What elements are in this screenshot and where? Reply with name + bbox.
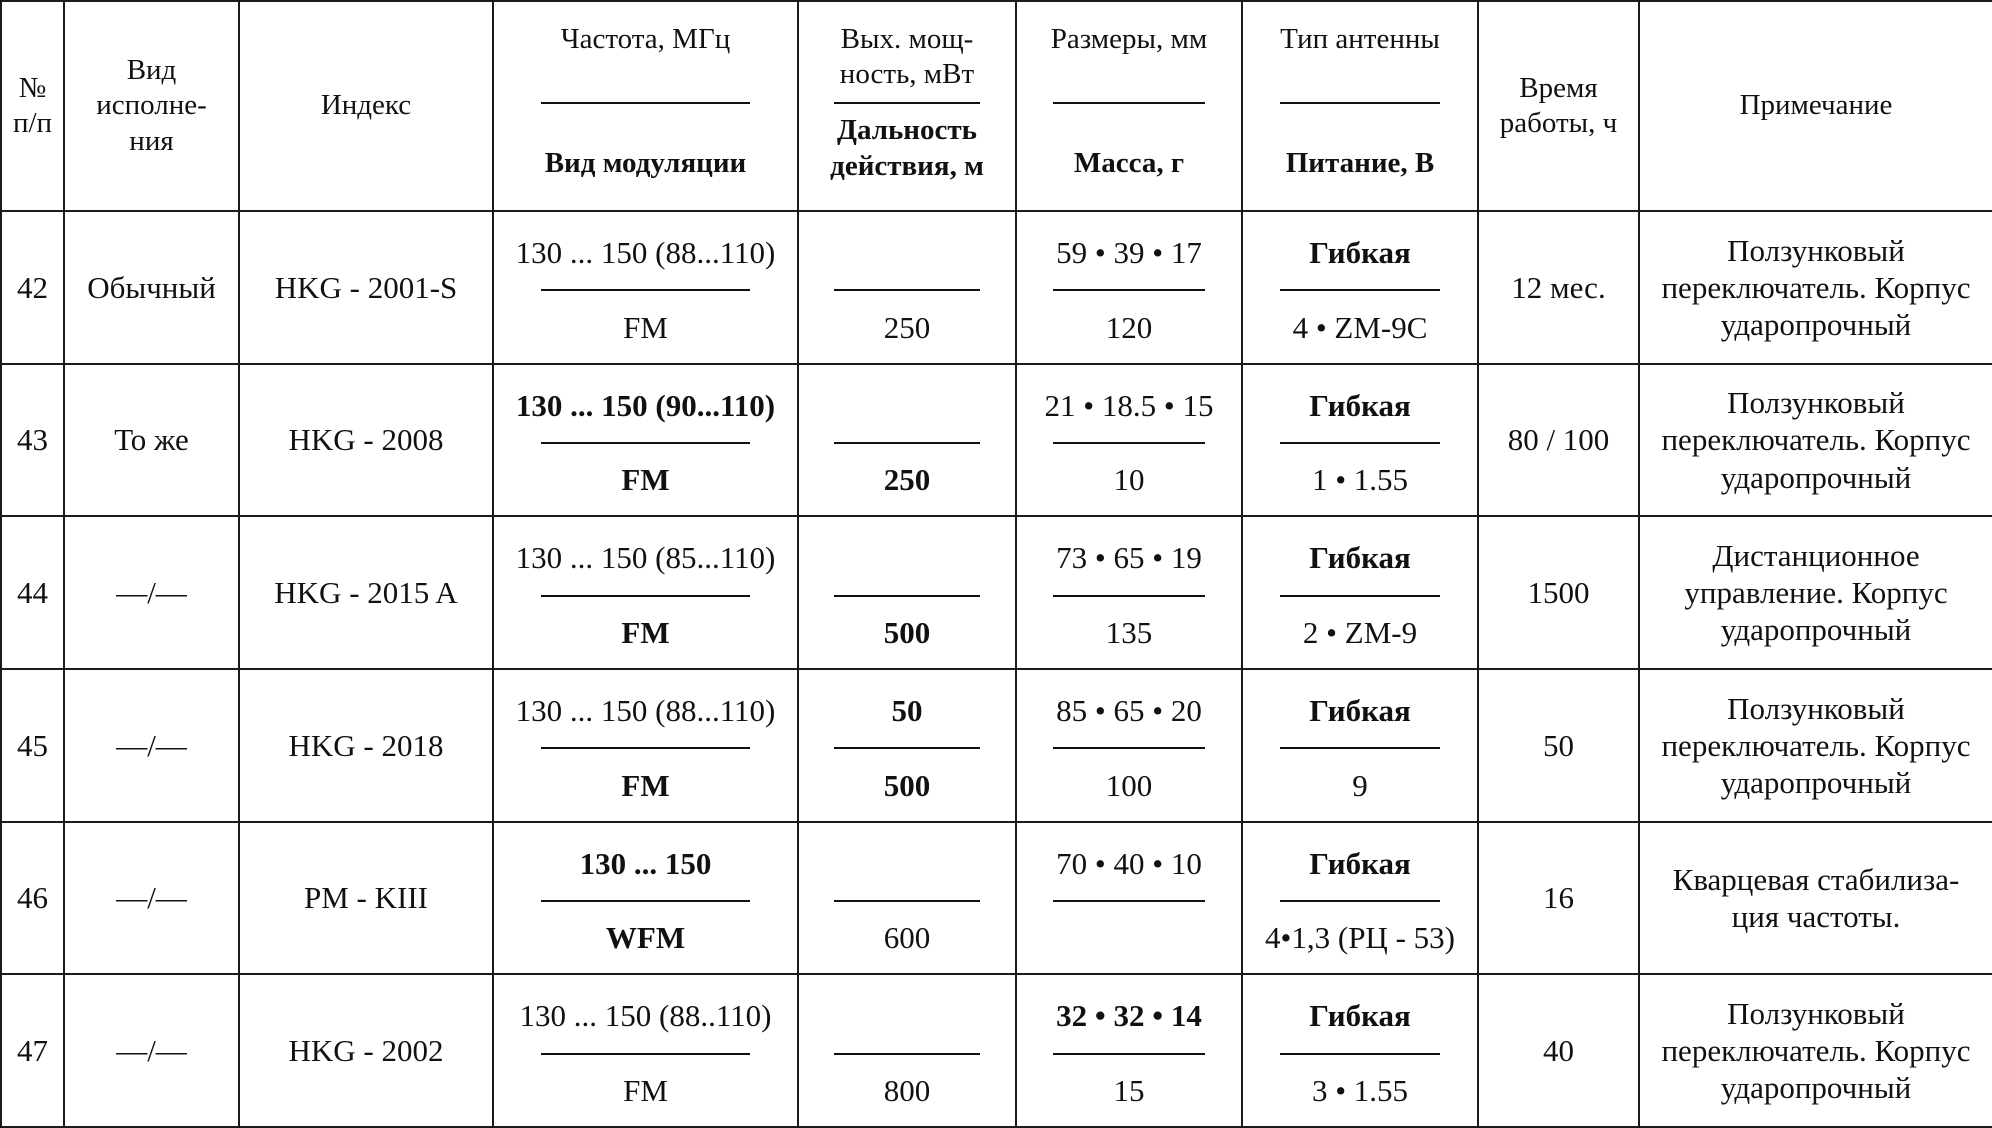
table-row bbox=[1, 822, 1992, 975]
cell-range-value: 600 bbox=[883, 920, 931, 956]
cell-frequency-value: 130 ... 150 (90...110) bbox=[515, 387, 776, 423]
header-frequency bbox=[493, 1, 798, 211]
cell-size-value: 85 • 65 • 20 bbox=[1056, 692, 1202, 728]
cell-antenna-value: Гибкая bbox=[1309, 998, 1411, 1034]
header-note: Примечание bbox=[1639, 1, 1992, 211]
cell-antenna-value: Гибкая bbox=[1309, 692, 1411, 728]
cell-note: Дистанционное управление. Корпус ударопрочный bbox=[1639, 516, 1992, 669]
fraction-line bbox=[541, 102, 751, 104]
cell-antenna bbox=[1242, 822, 1478, 975]
cell-modulation-value: FM bbox=[621, 767, 670, 803]
fraction-line bbox=[541, 289, 751, 291]
cell-note: Ползунковый переключатель. Корпус ударопрочный bbox=[1639, 974, 1992, 1127]
cell-type: То же bbox=[64, 364, 239, 517]
header-power-label: Вых. мощ- ность, мВт bbox=[839, 23, 975, 91]
cell-type: —/— bbox=[64, 974, 239, 1127]
fraction-line bbox=[1053, 102, 1206, 104]
cell-modulation-value: FM bbox=[623, 1073, 668, 1108]
cell-range-value: 250 bbox=[883, 309, 931, 345]
cell-supply-value: 2 • ZM-9 bbox=[1302, 614, 1418, 650]
cell-modulation-value: FM bbox=[623, 309, 668, 345]
fraction-line bbox=[1280, 595, 1440, 597]
fraction-line bbox=[834, 289, 981, 291]
header-frequency-label: Частота, МГц bbox=[560, 23, 731, 55]
cell-num: 43 bbox=[1, 364, 64, 517]
fraction-line bbox=[1053, 1053, 1206, 1055]
cell-frequency bbox=[493, 669, 798, 822]
fraction-line bbox=[1053, 900, 1206, 902]
header-num: № п/п bbox=[1, 1, 64, 211]
cell-modulation-value: WFM bbox=[605, 920, 686, 956]
cell-size bbox=[1016, 669, 1242, 822]
cell-size-value: 70 • 40 • 10 bbox=[1056, 845, 1202, 881]
cell-frequency-value: 130 ... 150 (88...110) bbox=[515, 235, 776, 270]
cell-supply-value: 9 bbox=[1352, 767, 1368, 803]
cell-index: HKG - 2008 bbox=[239, 364, 493, 517]
fraction-line bbox=[541, 442, 751, 444]
table-body bbox=[1, 211, 1992, 1127]
header-mass-label: Масса, г bbox=[1073, 147, 1185, 179]
cell-note: Ползунковый переключатель. Корпус ударопрочный bbox=[1639, 364, 1992, 517]
cell-modulation-value: FM bbox=[621, 614, 670, 650]
cell-range-value: 500 bbox=[883, 614, 931, 650]
cell-index: PM - KIII bbox=[239, 822, 493, 975]
cell-size bbox=[1016, 211, 1242, 364]
cell-frequency-value: 130 ... 150 (88...110) bbox=[515, 692, 776, 728]
cell-time: 16 bbox=[1478, 822, 1639, 975]
header-antenna-label: Тип антенны bbox=[1280, 23, 1440, 55]
cell-antenna bbox=[1242, 669, 1478, 822]
table-row bbox=[1, 364, 1992, 517]
fraction-line bbox=[834, 1053, 981, 1055]
header-range-label: Дальность действия, м bbox=[830, 114, 984, 182]
cell-note: Кварцевая стабилиза- ция частоты. bbox=[1639, 822, 1992, 975]
cell-mass-value: 135 bbox=[1105, 614, 1153, 650]
cell-frequency-value: 130 ... 150 bbox=[579, 845, 712, 881]
cell-size bbox=[1016, 974, 1242, 1127]
cell-num: 42 bbox=[1, 211, 64, 364]
cell-power bbox=[798, 822, 1016, 975]
fraction-line bbox=[541, 595, 751, 597]
cell-index: HKG - 2018 bbox=[239, 669, 493, 822]
table-row bbox=[1, 211, 1992, 364]
cell-modulation-value: FM bbox=[621, 462, 670, 498]
fraction-line bbox=[834, 900, 981, 902]
cell-type: —/— bbox=[64, 822, 239, 975]
cell-type: —/— bbox=[64, 669, 239, 822]
cell-supply-value: 1 • 1.55 bbox=[1311, 462, 1409, 498]
cell-note: Ползунковый переключатель. Корпус ударопрочный bbox=[1639, 669, 1992, 822]
cell-frequency bbox=[493, 516, 798, 669]
fraction-line bbox=[541, 1053, 751, 1055]
cell-size-value: 21 • 18.5 • 15 bbox=[1044, 387, 1214, 423]
cell-supply-value: 4 • ZM-9C bbox=[1292, 309, 1428, 345]
fraction-line bbox=[1053, 747, 1206, 749]
cell-antenna-value: Гибкая bbox=[1309, 235, 1411, 270]
cell-time: 80 / 100 bbox=[1478, 364, 1639, 517]
cell-size-value: 32 • 32 • 14 bbox=[1056, 998, 1202, 1034]
cell-index: HKG - 2001-S bbox=[239, 211, 493, 364]
header-time: Время работы, ч bbox=[1478, 1, 1639, 211]
table-row bbox=[1, 974, 1992, 1127]
cell-type: —/— bbox=[64, 516, 239, 669]
cell-num: 47 bbox=[1, 974, 64, 1127]
header-size-label: Размеры, мм bbox=[1050, 23, 1208, 55]
fraction-line bbox=[834, 102, 981, 104]
fraction-line bbox=[1280, 289, 1440, 291]
fraction-line bbox=[541, 900, 751, 902]
cell-num: 44 bbox=[1, 516, 64, 669]
cell-num: 46 bbox=[1, 822, 64, 975]
cell-antenna bbox=[1242, 974, 1478, 1127]
cell-size bbox=[1016, 364, 1242, 517]
header-supply-label: Питание, В bbox=[1285, 147, 1435, 179]
cell-supply-value: 3 • 1.55 bbox=[1311, 1073, 1409, 1108]
cell-power bbox=[798, 516, 1016, 669]
cell-antenna-value: Гибкая bbox=[1309, 387, 1411, 423]
cell-antenna bbox=[1242, 516, 1478, 669]
header-power bbox=[798, 1, 1016, 211]
fraction-line bbox=[1053, 442, 1206, 444]
cell-frequency bbox=[493, 822, 798, 975]
cell-size-value: 59 • 39 • 17 bbox=[1056, 235, 1202, 270]
cell-power bbox=[798, 669, 1016, 822]
header-antenna bbox=[1242, 1, 1478, 211]
fraction-line bbox=[1053, 289, 1206, 291]
cell-frequency bbox=[493, 364, 798, 517]
cell-antenna bbox=[1242, 364, 1478, 517]
table-row bbox=[1, 516, 1992, 669]
cell-antenna-value: Гибкая bbox=[1309, 540, 1411, 576]
header-size bbox=[1016, 1, 1242, 211]
cell-range-value: 800 bbox=[883, 1073, 931, 1108]
cell-antenna-value: Гибкая bbox=[1309, 845, 1411, 881]
cell-frequency bbox=[493, 211, 798, 364]
cell-type: Обычный bbox=[64, 211, 239, 364]
fraction-line bbox=[834, 747, 981, 749]
fraction-line bbox=[1280, 747, 1440, 749]
header-modulation-label: Вид модуляции bbox=[544, 147, 747, 179]
header-type: Вид исполне- ния bbox=[64, 1, 239, 211]
cell-range-value: 500 bbox=[883, 767, 931, 803]
cell-mass-value: 100 bbox=[1105, 767, 1153, 803]
fraction-line bbox=[1280, 1053, 1440, 1055]
cell-power bbox=[798, 364, 1016, 517]
cell-index: HKG - 2015 A bbox=[239, 516, 493, 669]
cell-power-value: 50 bbox=[891, 692, 923, 728]
header-index: Индекс bbox=[239, 1, 493, 211]
cell-frequency-value: 130 ... 150 (85...110) bbox=[515, 540, 776, 576]
cell-size bbox=[1016, 822, 1242, 975]
cell-num: 45 bbox=[1, 669, 64, 822]
header-row bbox=[1, 1, 1992, 211]
cell-power bbox=[798, 974, 1016, 1127]
fraction-line bbox=[541, 747, 751, 749]
cell-power bbox=[798, 211, 1016, 364]
cell-index: HKG - 2002 bbox=[239, 974, 493, 1127]
cell-range-value: 250 bbox=[883, 462, 931, 498]
cell-mass-value: 10 bbox=[1113, 462, 1145, 498]
cell-supply-value: 4•1,3 (РЦ - 53) bbox=[1265, 920, 1455, 956]
fraction-line bbox=[1053, 595, 1206, 597]
fraction-line bbox=[834, 442, 981, 444]
cell-size-value: 73 • 65 • 19 bbox=[1056, 540, 1202, 576]
fraction-line bbox=[1280, 102, 1440, 104]
cell-frequency-value: 130 ... 150 (88..110) bbox=[519, 998, 772, 1034]
cell-time: 1500 bbox=[1478, 516, 1639, 669]
fraction-line bbox=[1280, 442, 1440, 444]
cell-mass-value: 120 bbox=[1105, 309, 1153, 345]
cell-time: 50 bbox=[1478, 669, 1639, 822]
cell-time: 40 bbox=[1478, 974, 1639, 1127]
table-row bbox=[1, 669, 1992, 822]
cell-frequency bbox=[493, 974, 798, 1127]
cell-size bbox=[1016, 516, 1242, 669]
fraction-line bbox=[1280, 900, 1440, 902]
cell-note: Ползунковый переключатель. Корпус ударопрочный bbox=[1639, 211, 1992, 364]
cell-mass-value: 15 bbox=[1113, 1073, 1145, 1108]
fraction-line bbox=[834, 595, 981, 597]
cell-antenna bbox=[1242, 211, 1478, 364]
cell-time: 12 мес. bbox=[1478, 211, 1639, 364]
